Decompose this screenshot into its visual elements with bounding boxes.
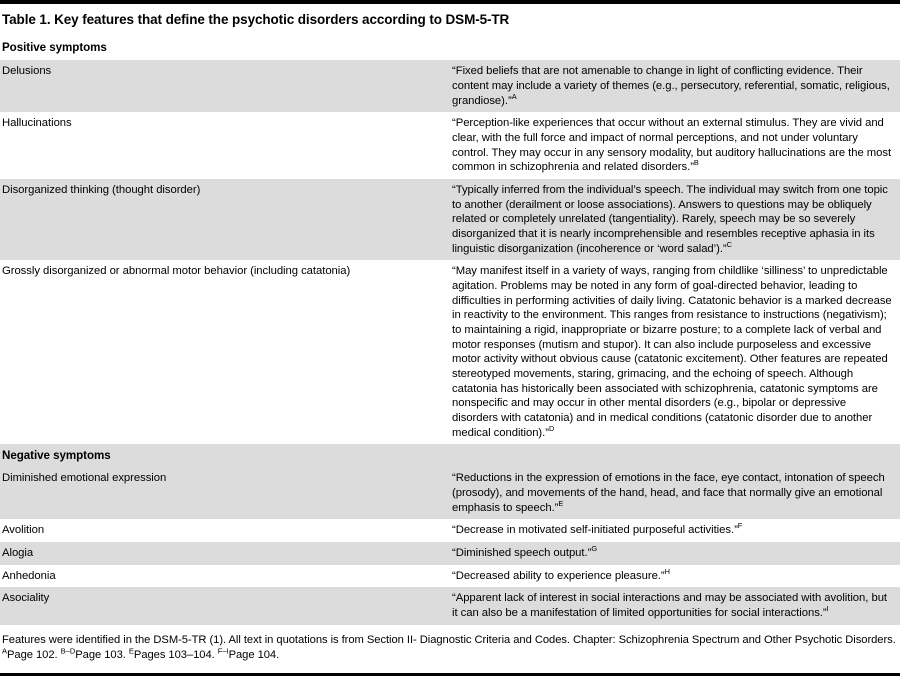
feature-term: Anhedonia [0,565,450,588]
footnote-marker: G [591,544,598,554]
footnote-ref-text: Pages 103–104. [133,649,218,662]
footnote-ref-marker: E [128,646,134,656]
footnote-marker: I [826,604,829,614]
section-heading-row [0,444,900,467]
footnote-marker: B [693,158,699,168]
section-heading-row [0,38,900,60]
table-row [0,179,900,260]
feature-term: Diminished emotional expression [0,467,450,519]
table-row [0,542,900,565]
table-row [0,60,900,112]
footnote-marker: C [726,239,732,249]
table-row [0,565,900,588]
footnote-ref-marker: A [2,646,8,656]
table-row [0,519,900,542]
footnote-ref-text: Page 102. [7,649,61,662]
feature-term: Grossly disorganized or abnormal motor behavior (including catatonia) [0,260,450,444]
feature-term: Alogia [0,542,450,565]
table-row [0,260,900,444]
section-heading-label: Negative symptoms [0,444,900,467]
feature-description: “May manifest itself in a variety of ways, ranging from childlike ‘silliness’ to unpredictable agitation. Problems may be noted in any form of goal-directed behavior, leading to difficulties in performing activities of daily living. Catatonic behavior is a marked decrease in reactivity to the environment. This ranges from resistance to instructions (negativism); to maintaining a rigid, inappropriate or bizarre posture; to a complete lack of verbal and motor responses (mutism and stupor). It can also include purposeless and excessive motor activity without obvious cause (catatonic excitement). Other features are repeated stereotyped movements, staring, grimacing, and the echoing of speech. Although catatonia has historically been associated with schizophrenia, catatonic symptoms are nonspecific and may occur in other mental disorders (e.g., bipolar or depressive disorders with catatonia) and in medical conditions (catatonic disorder due to another medical condition).”$^D$ [450,260,900,444]
table-footnote [0,625,900,663]
feature-description: “Diminished speech output.”$^G$ [450,542,900,565]
feature-term: Delusions [0,60,450,112]
section-heading-label: Positive symptoms [0,38,900,60]
feature-description: “Apparent lack of interest in social interactions and may be associated with avolition, but it can also be a manifestation of limited opportunities for social interactions.”$^I$ [450,587,900,624]
feature-description: “Decrease in motivated self-initiated purposeful activities.”$^F$ [450,519,900,542]
footnote-ref-text: Page 103. [75,649,129,662]
table-row [0,112,900,179]
footnote-marker: H [664,567,670,577]
footnote-marker: E [558,499,564,509]
feature-term: Asociality [0,587,450,624]
feature-description: “Typically inferred from the individual’s speech. The individual may switch from one topic to another (derailment or loose associations). Answers to questions may be obliquely related or completely unrelated (tangentiality). Rarely, speech may be so severely disorganized that it is nearly incomprehensible and resembles receptive aphasia in its linguistic disorganization (incoherence or ‘word salad’).”$^C$ [450,179,900,260]
feature-description: “Decreased ability to experience pleasure.”$^H$ [450,565,900,588]
features-table [0,38,900,625]
feature-description: “Perception-like experiences that occur without an external stimulus. They are vivid and clear, with the full force and impact of normal perceptions, and not under voluntary control. They may occur in any sensory modality, but auditory hallucinations are the most common in schizophrenia and related disorders.”$^B$ [450,112,900,179]
footnote-ref-text: Page 104. [228,649,280,662]
footnote-main-text: Features were identified in the DSM-5-TR (1). All text in quotations is from Section II- Diagnostic Criteria and Codes. Chapter: Schizophrenia Spectrum and Other Psychotic Disorders. [2,633,896,646]
feature-description: “Fixed beliefs that are not amenable to change in light of conflicting evidence. Their content may include a variety of themes (e.g., persecutory, referential, somatic, religious, grandiose).”$^A$ [450,60,900,112]
footnote-marker: F [737,521,743,531]
footnote-references [2,646,280,662]
feature-term: Disorganized thinking (thought disorder) [0,179,450,260]
footnote-ref-marker: F–I [217,646,229,656]
footnote-marker: D [548,423,555,433]
feature-term: Hallucinations [0,112,450,179]
table-title: Table 1. Key features that define the psychotic disorders according to DSM-5-TR [2,12,510,27]
feature-term: Avolition [0,519,450,542]
table-row [0,587,900,624]
table-row [0,467,900,519]
feature-description: “Reductions in the expression of emotions in the face, eye contact, intonation of speech (prosody), and movements of the hand, head, and face that normally give an emotional emphasis to speech.”$^E$ [450,467,900,519]
footnote-marker: A [511,91,517,101]
footnote-ref-marker: B–D [60,646,76,656]
